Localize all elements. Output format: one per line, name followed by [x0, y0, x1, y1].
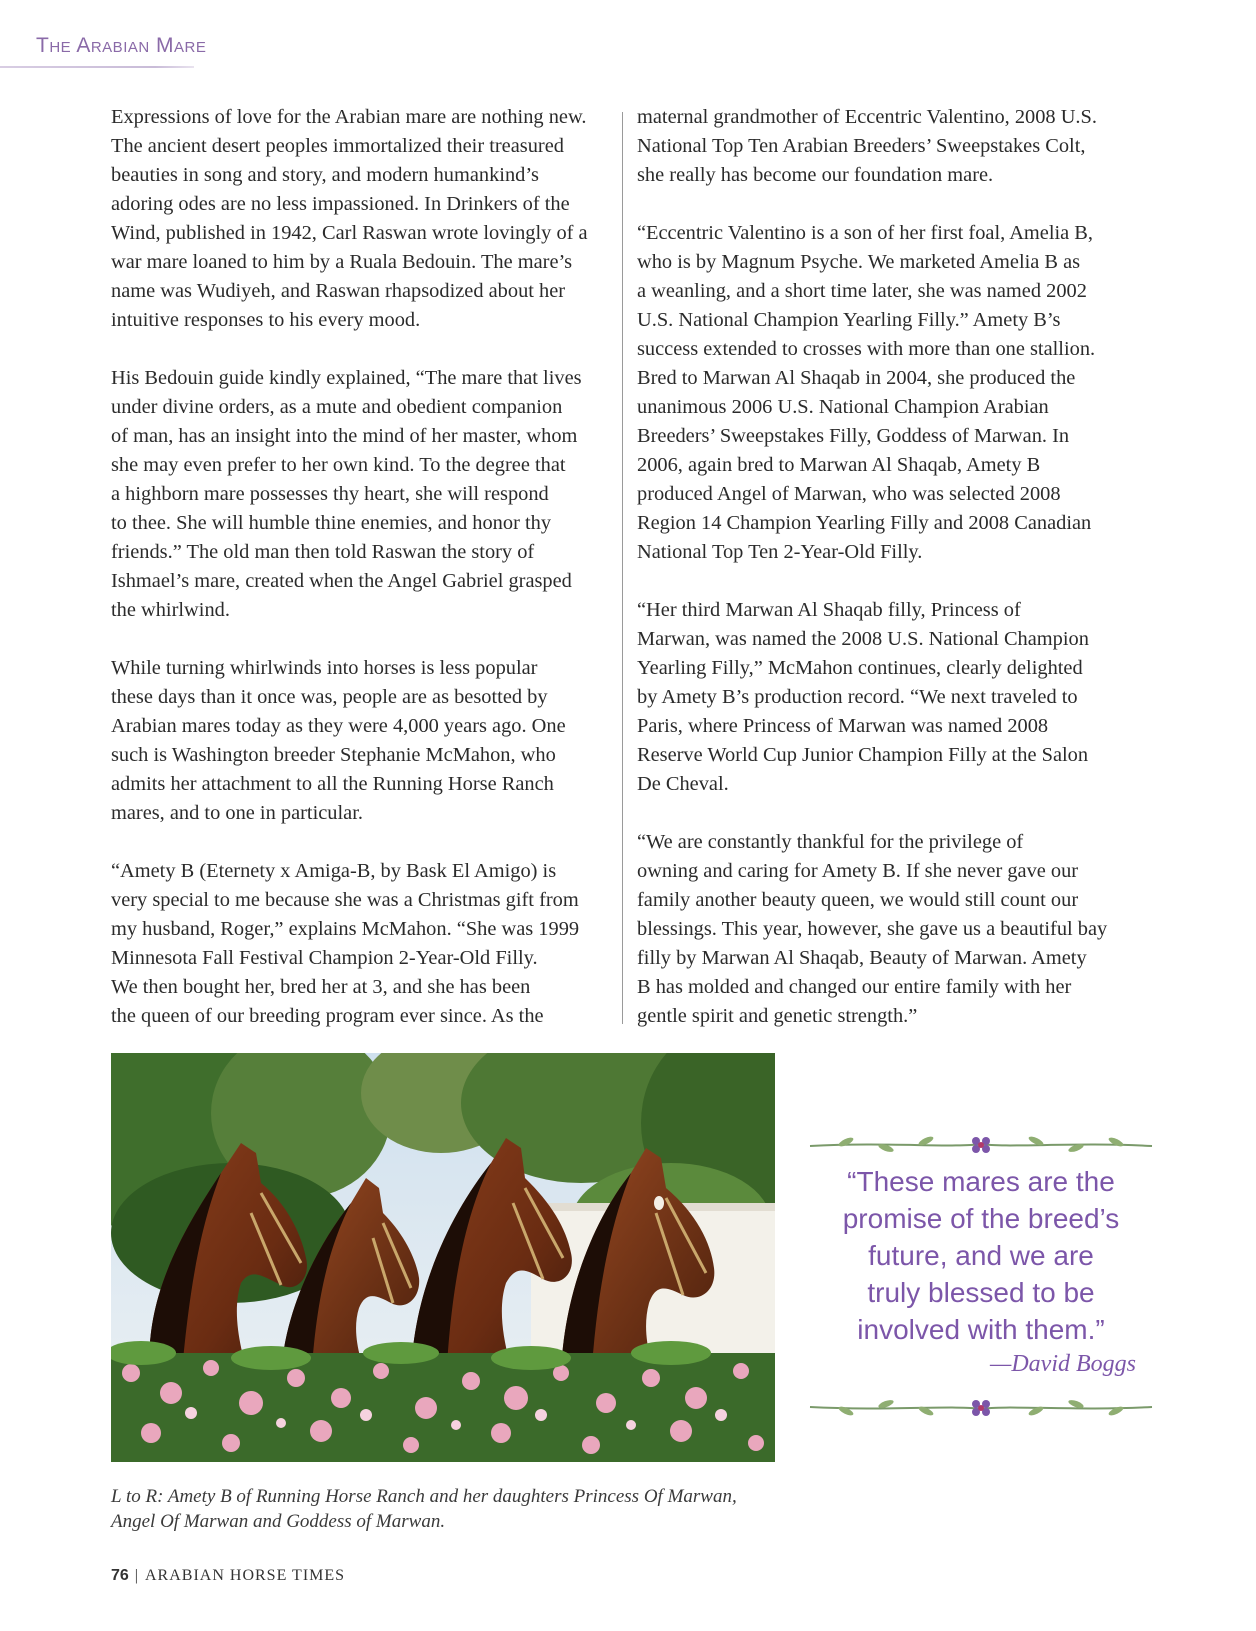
paragraph: While turning whirlwinds into horses is less popular these days than it once was, people are as besotted by Arabian mares today as they were 4,000 years ago. One such is Washington breeder Stephanie McMahon, who admits her attachment to all the Running Horse Ranch mares, and to one in particular. [111, 657, 566, 824]
page-number: 76 [111, 1567, 129, 1584]
vine-ornament-icon [806, 1130, 1156, 1158]
vine-ornament-icon [806, 1393, 1156, 1421]
paragraph: His Bedouin guide kindly explained, “The mare that lives under divine orders, as a mute and obedient companion of man, has an insight into the mind of her master, whom she may even prefer to her own kind. To the degree that a highborn mare possesses thy heart, she will respond to thee. She will humble thine enemies, and honor thy friends.” The old man then told Raswan the story of Ishmael’s mare, created when the Angel Gabriel grasped the whirlwind. [111, 367, 582, 621]
article-left-column [111, 103, 611, 1031]
paragraph: “Her third Marwan Al Shaqab filly, Princess of Marwan, was named the 2008 U.S. National Champion Yearling Filly,” McMahon continues, clearly delighted by Amety B’s production record. “We next traveled to Paris, where Princess of Marwan was named 2008 Reserve World Cup Junior Champion Filly at the Salon De Cheval. [637, 599, 1089, 795]
paragraph: Expressions of love for the Arabian mare are nothing new. The ancient desert peoples immortalized their treasured beauties in song and story, and modern humankind’s adoring odes are no less impassioned. In Drinkers of the Wind, published in 1942, Carl Raswan wrote lovingly of a war mare loaned to him by a Ruala Bedouin. The mare’s name was Wudiyeh, and Raswan rhapsodized about her intuitive responses to his every mood. [111, 106, 588, 331]
footer-separator: | [134, 1567, 139, 1584]
paragraph: maternal grandmother of Eccentric Valentino, 2008 U.S. National Top Ten Arabian Breeders’ Sweepstakes Colt, she really has become our foundation mare. [637, 106, 1097, 186]
photo-caption: L to R: Amety B of Running Horse Ranch and her daughters Princess Of Marwan, Angel Of Marwan and Goddess of Marwan. [111, 1486, 737, 1532]
paragraph: “Amety B (Eternety x Amiga-B, by Bask El Amigo) is very special to me because she was a Christmas gift from my husband, Roger,” explains McMahon. “She was 1999 Minnesota Fall Festival Champion 2-Year-Old Filly. We then bought her, bred her at 3, and she has been the queen of our breeding program ever since. As the [111, 860, 580, 1027]
page-footer [111, 1567, 345, 1585]
article-right-column [637, 103, 1142, 1031]
paragraph: “Eccentric Valentino is a son of her first foal, Amelia B, who is by Magnum Psyche. We marketed Amelia B as a weanling, and a short time later, she was named 2002 U.S. National Champion Yearling Filly.” Amety B’s success extended to crosses with more than one stallion. Bred to Marwan Al Shaqab in 2004, she produced the unanimous 2006 U.S. National Champion Arabian Breeders’ Sweepstakes Filly, Goddess of Marwan. In 2006, again bred to Marwan Al Shaqab, Amety B produced Angel of Marwan, who was selected 2008 Region 14 Champion Yearling Filly and 2008 Canadian National Top Ten 2-Year-Old Filly. [637, 222, 1096, 563]
column-divider [622, 112, 623, 1024]
pull-quote-attribution: —David Boggs [990, 1351, 1136, 1377]
section-title: The Arabian Mare [36, 34, 207, 57]
publication-name: ARABIAN HORSE TIMES [145, 1567, 346, 1584]
horses-photo [111, 1053, 775, 1462]
paragraph: “We are constantly thankful for the privilege of owning and caring for Amety B. If she never gave our family another beauty queen, we would still count our blessings. This year, however, she gave us a beautiful bay filly by Marwan Al Shaqab, Beauty of Marwan. Amety B has molded and changed our entire family with her gentle spirit and genetic strength.” [637, 831, 1108, 1027]
header-rule [0, 66, 194, 68]
pull-quote: “These mares are the promise of the breed’s future, and we are truly blessed to be involved with them.” [842, 1166, 1120, 1345]
